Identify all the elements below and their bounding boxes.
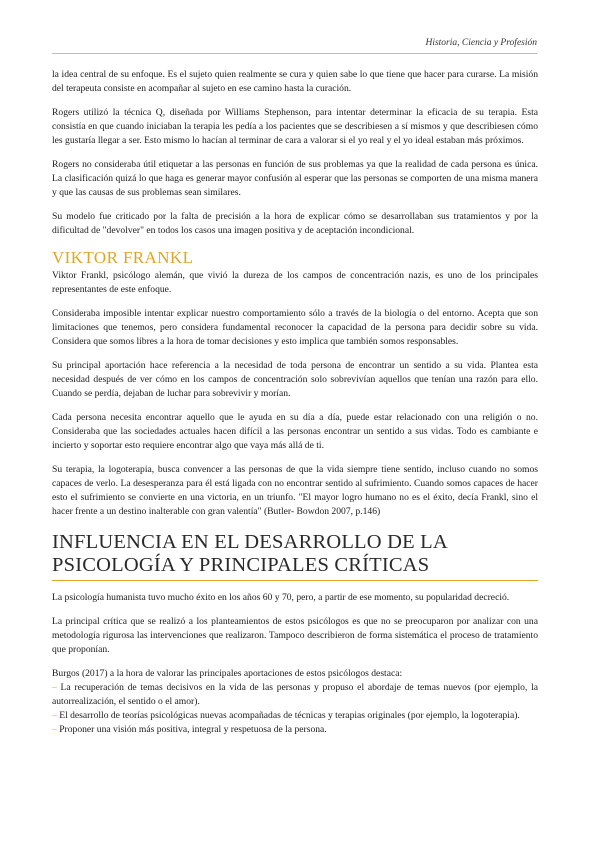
paragraph: Su modelo fue criticado por la falta de precisión a la hora de explicar cómo se desarrollaban sus tratamientos y por la dificultad de "devolver" en todos los casos una imagen positiva y de aceptación incondicional.	[52, 211, 538, 236]
heading-line: INFLUENCIA EN EL DESARROLLO DE LA	[52, 531, 448, 553]
paragraph: La psicología humanista tuvo mucho éxito en los años 60 y 70, pero, a partir de ese momento, su popularidad decreció.	[52, 592, 510, 603]
list-item	[52, 681, 538, 709]
dash-bullet: –	[52, 682, 57, 693]
section-heading-influence	[52, 531, 538, 577]
dash-bullet: –	[52, 710, 57, 721]
list-item-text: La recuperación de temas decisivos en la vida de las personas y propuso el abordaje de temas nuevos (por ejemplo, la autorrealización, el sentido o el amor).	[52, 682, 539, 707]
paragraph: Su terapia, la logoterapia, busca convencer a las personas de que la vida siempre tiene sentido, incluso cuando no somos capaces de verlo. La desesperanza para él está ligada con no encontrar sentido al sufrimiento. Cuando somos capaces de hacer esto el sufrimiento se convierte en una victoria, en un triunfo. "El mayor logro humano no es el éxito, decía Frankl, sino el hacer frente a un destino inalterable con gran valentía" (Butler- Bowdon 2007, p.146)	[52, 464, 538, 517]
list-item-text: El desarrollo de teorías psicológicas nuevas acompañadas de técnicas y terapias originales (por ejemplo, la logoterapia).	[59, 710, 520, 721]
paragraph: Su principal aportación hace referencia a la necesidad de toda persona de encontrar un sentido a su vida. Plantea esta necesidad después de ver cómo en los campos de concentración solo sobrevivían aquellos que tenían una razón para ello. Cuando se perdía, dejaban de luchar para sobrevivir y morían.	[52, 360, 538, 399]
heading-line: PSICOLOGÍA Y PRINCIPALES CRÍTICAS	[52, 554, 430, 576]
dash-bullet: –	[52, 724, 57, 735]
paragraph: Rogers utilizó la técnica Q, diseñada por Williams Stephenson, para intentar determinar la eficacia de su terapia. Esta consistía en que cuando iniciaban la terapia les pedía a los pacientes que se describiesen a sí mismos y que describiesen cómo les gustaría llegar a ser. Esto mismo lo hacían al terminar de cara a valorar si el yo real y el yo ideal estaban más próximos.	[52, 107, 538, 146]
paragraph: La principal crítica que se realizó a los planteamientos de estos psicólogos es que no se preocuparon por analizar con una metodología rigurosa las intervenciones que realizaron. Tampoco describieron de forma sistemática el proceso de tratamiento que proponían.	[52, 616, 538, 655]
running-header: Historia, Ciencia y Profesión	[425, 38, 537, 48]
header-divider	[52, 53, 537, 54]
heading-underline	[52, 580, 538, 581]
list-item	[52, 723, 538, 737]
paragraph: Cada persona necesita encontrar aquello que le ayuda en su día a día, puede estar relacionado con una religión o no. Consideraba que las sociedades actuales hacen difícil a las personas encontrar un sentido a sus vidas. Todo es cambiante e incierto y soportar esto requiere encontrar algo que vaya más allá de ti.	[52, 412, 538, 451]
section-heading-frankl: VIKTOR FRANKL	[52, 248, 194, 267]
list-intro: Burgos (2017) a la hora de valorar las principales aportaciones de estos psicólogos destaca:	[52, 668, 403, 679]
paragraph: Rogers no consideraba útil etiquetar a las personas en función de sus problemas ya que la realidad de cada persona es única. La clasificación quizá lo que haga es generar mayor confusión al esperar que las personas se comporten de una misma manera y que las causas de sus problemas sean similares.	[52, 159, 538, 198]
contributions-list	[52, 667, 538, 737]
paragraph: Consideraba imposible intentar explicar nuestro comportamiento sólo a través de la biología o del entorno. Acepta que son limitaciones que tenemos, pero considera fundamental reconocer la capacidad de la persona para decidir sobre su vida. Considera que somos libres a la hora de tomar decisiones y esto implica que también somos responsables.	[52, 308, 538, 347]
list-item	[52, 709, 538, 723]
paragraph: la idea central de su enfoque. Es el sujeto quien realmente se cura y quien sabe lo que tiene que hacer para curarse. La misión del terapeuta consiste en acompañar al sujeto en ese camino hasta la curación.	[52, 69, 538, 94]
list-item-text: Proponer una visión más positiva, integral y respetuosa de la persona.	[59, 724, 327, 735]
page-content	[52, 68, 538, 737]
paragraph: Viktor Frankl, psicólogo alemán, que vivió la dureza de los campos de concentración nazis, es uno de los principales representantes de este enfoque.	[52, 270, 538, 295]
